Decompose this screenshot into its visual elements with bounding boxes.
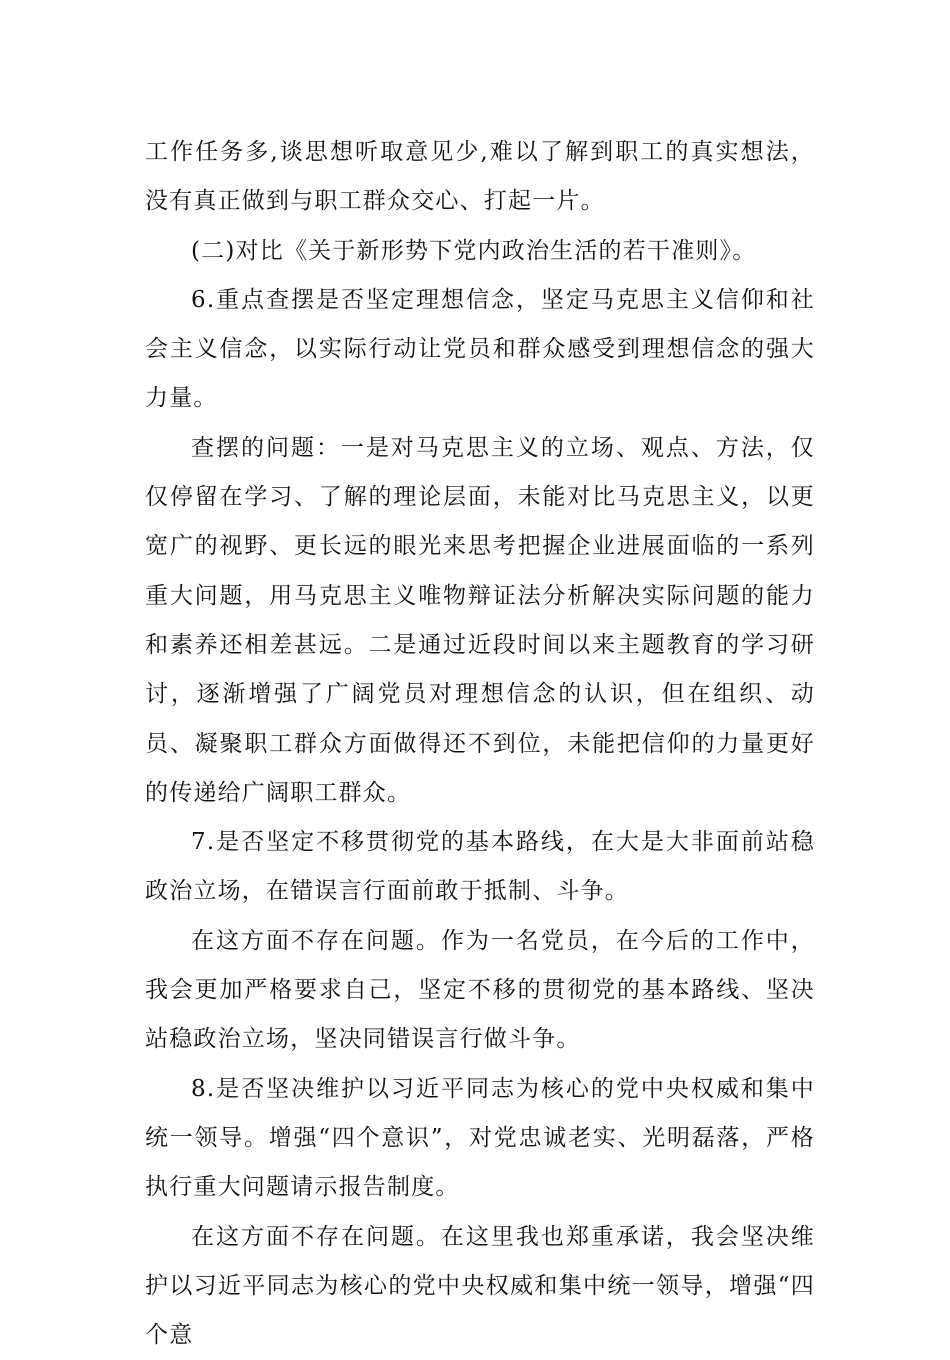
paragraph-2: (二)对比《关于新形势下党内政治生活的若干准则》。 [191, 237, 757, 264]
paragraph-7: 8.是否坚决维护以习近平同志为核心的党中央权威和集中统一领导。增强“四个意识”，对党忠诚老实、光明磊落，严格执行重大问题请示报告制度。 [145, 1075, 815, 1201]
paragraph-6: 在这方面不存在问题。作为一名党员，在今后的工作中，我会更加严格要求自己，坚定不移的贯彻党的基本路线、坚决站稳政治立场，坚决同错误言行做斗争。 [145, 927, 815, 1053]
document-body [145, 128, 815, 1360]
paragraph-4: 查摆的问题：一是对马克思主义的立场、观点、方法，仅仅停留在学习、了解的理论层面，未能对比马克思主义，以更宽广的视野、更长远的眼光来思考把握企业进展面临的一系列重大问题，用马克思主义唯物辩证法分析解决实际问题的能力和素养还相差甚远。二是通过近段时间以来主题教育的学习研讨，逐渐增强了广阔党员对理想信念的认识，但在组织、动员、凝聚职工群众方面做得还不到位，未能把信仰的力量更好的传递给广阔职工群众。 [145, 434, 815, 806]
paragraph-5: 7.是否坚定不移贯彻党的基本路线，在大是大非面前站稳政治立场，在错误言行面前敢于抵制、斗争。 [145, 829, 815, 905]
paragraph-3: 6.重点查摆是否坚定理想信念，坚定马克思主义信仰和社会主义信念，以实际行动让党员和群众感受到理想信念的强大力量。 [145, 286, 815, 412]
paragraph-1: 工作任务多,谈思想听取意见少,难以了解到职工的真实想法，没有真正做到与职工群众交心、打起一片。 [145, 139, 815, 215]
paragraph-8: 在这方面不存在问题。在这里我也郑重承诺，我会坚决维护以习近平同志为核心的党中央权威和集中统一领导，增强“四个意 [145, 1223, 815, 1349]
